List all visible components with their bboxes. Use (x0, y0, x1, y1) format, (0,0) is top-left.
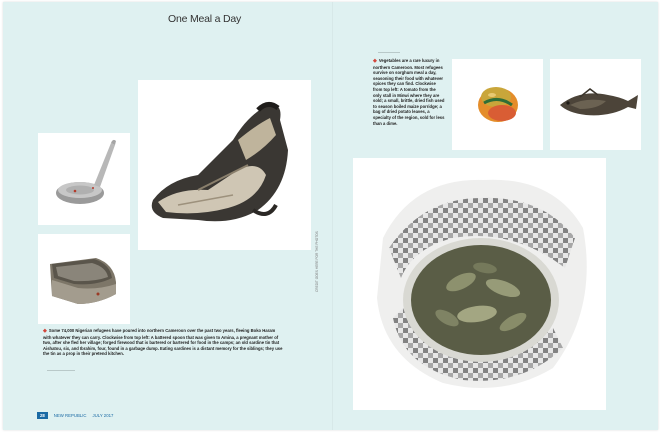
tomato-illustration (452, 59, 543, 150)
firewood-illustration (138, 80, 311, 250)
photo-spoon (38, 133, 130, 225)
page-number: 28 (37, 412, 48, 419)
page-gutter (332, 2, 333, 430)
photo-potato-leaves-bag (353, 158, 606, 410)
sardine-tin-illustration (38, 234, 130, 324)
photo-sardine-tin (38, 234, 130, 324)
caption-bullet-icon: ◆ (373, 58, 377, 64)
photo-credit: CREDIT GOES HERE FOR THE PHOTOS (315, 231, 319, 292)
magazine-spread (3, 2, 658, 430)
section-title: One Meal a Day (168, 13, 242, 25)
left-caption-rule (47, 370, 75, 371)
photo-tomato (452, 59, 543, 150)
photo-firewood (138, 80, 311, 250)
issue-date: JULY 2017 (92, 413, 114, 418)
dried-fish-illustration (550, 59, 641, 150)
photo-dried-fish (550, 59, 641, 150)
right-caption (373, 58, 445, 126)
left-caption (43, 328, 283, 357)
caption-bullet-icon: ◆ (43, 328, 47, 334)
right-caption-text: Vegetables are a rare luxury in northern Cameroon. Most refugees survive on sorghum meal a day, seasoning their food with whatever spices they can find. Clockwise from top left: A tomato from the only stall in Minwi where they are sold; a small, brittle, dried fish used to season boiled maize porridge; a bag of dried potato leaves, a specialty of the region, sold for less than a dime. (373, 58, 445, 126)
spoon-illustration (38, 133, 130, 225)
right-caption-rule-top (378, 52, 400, 53)
left-caption-text: Some 74,000 Nigerian refugees have poured into northern Cameroon over the past two years, fleeing Boko Haram with whatever they can carry. Clockwise from top left: A battered spoon that was given to Amina, a pregnant mother of two, after she fled her village; forged firewood that is bartered or bartered for food in the camps; an old sardine tin that Aishatou, six, and Ibrahim, four, found in a garbage dump. Eating sardines is a distant memory for the siblings; they use the tin as a prop in their pretend kitchen. (43, 328, 283, 357)
publication-name: NEW REPUBLIC (53, 413, 87, 418)
leaves-bag-illustration (353, 158, 606, 410)
page-footer (37, 412, 113, 419)
